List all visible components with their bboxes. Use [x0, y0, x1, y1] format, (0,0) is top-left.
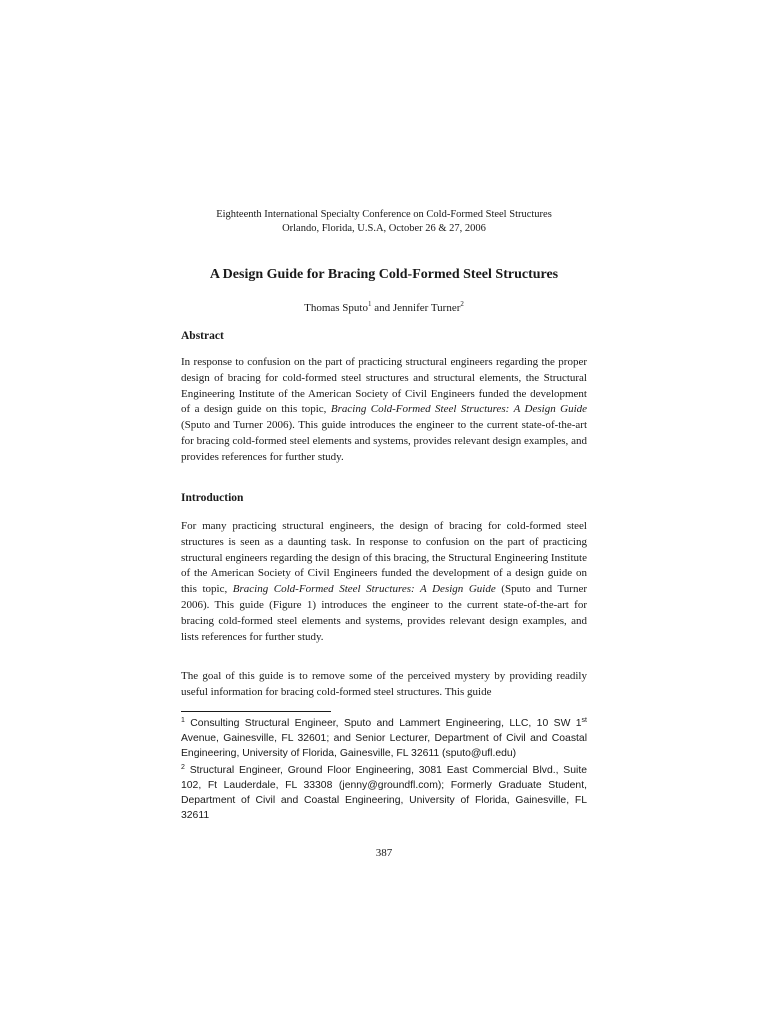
footnote-1 [181, 714, 587, 761]
footnote-2-mark: 2 [181, 764, 185, 772]
author-1-footnote-mark: 1 [367, 300, 372, 308]
author-2-footnote-mark: 2 [460, 300, 464, 308]
page-number: 387 [375, 847, 393, 859]
footnote-1-mark: 1 [181, 717, 185, 724]
introduction-paragraph-1 [181, 519, 587, 645]
author-joiner: and [371, 302, 393, 314]
footnote-1-rest: Avenue, Gainesville, FL 32601; and Senior Lecturer, Department of Civil and Coastal Engineering, University of Florida, Gainesville, FL 32611 (sputo@ufl.edu) [181, 732, 587, 759]
author-2-name: Jennifer Turner [392, 302, 461, 314]
conference-name: Eighteenth International Specialty Conference on Cold-Formed Steel Structures [216, 209, 552, 220]
abstract-text-start: In response to confusion on the part of practicing structural engineers regarding the proper design of bracing for cold-formed steel structures and structural elements, the Structural Engineering Institute of the American Society of Civil Engineers funded the development of a design guide on this topic, [181, 356, 587, 416]
introduction-paragraph-2: The goal of this guide is to remove some of the perceived mystery by providing readily useful information for bracing cold-formed steel structures. This guide [181, 670, 587, 698]
author-line [0, 296, 768, 316]
abstract-text-end: (Sputo and Turner 2006). This guide introduces the engineer to the current state-of-the-art for bracing cold-formed steel elements and systems, provides relevant design examples, and provides references for further study. [181, 419, 587, 463]
footnote-2-text: Structural Engineer, Ground Floor Engineering, 3081 East Commercial Blvd., Suite 102, Ft Lauderdale, FL 33308 (jenny@groundfl.com); Formerly Graduate Student, Department of Civil and Coastal Engineering, University of Florida, Gainesville, FL 32611 [181, 765, 587, 821]
paper-title: A Design Guide for Bracing Cold-Formed Steel Structures [209, 267, 559, 282]
conference-location-date: Orlando, Florida, U.S.A, October 26 & 27, 2006 [282, 223, 486, 234]
intro-guide-title: Bracing Cold-Formed Steel Structures: A Design Guide [232, 583, 496, 596]
footnote-1-ordinal: st [581, 717, 587, 724]
intro-text-start: For many practicing structural engineers, the design of bracing for cold-formed steel structures is seen as a daunting task. In response to confusion on the part of practicing structural engineers regarding the design of this bracing, the Structural Engineering Institute of the American Society of Civil Engineers funded the development of a design guide on this topic, [181, 520, 587, 596]
abstract-guide-title: Bracing Cold-Formed Steel Structures: A Design Guide [330, 403, 588, 416]
introduction-heading: Introduction [181, 492, 244, 504]
abstract-paragraph [181, 355, 587, 466]
intro-text-end: (Sputo and Turner 2006). This guide (Figure 1) introduces the engineer to the current state-of-the-art for bracing cold-formed steel elements and systems, provides relevant design examples, and lists references for further study. [181, 583, 588, 643]
footnote-2 [181, 761, 587, 823]
footnote-divider [181, 711, 331, 712]
author-1-name: Thomas Sputo [304, 302, 368, 314]
abstract-heading: Abstract [181, 330, 224, 342]
footnotes [181, 714, 587, 824]
footnote-1-text: Consulting Structural Engineer, Sputo and Lammert Engineering, LLC, 10 SW 1 [184, 718, 582, 729]
